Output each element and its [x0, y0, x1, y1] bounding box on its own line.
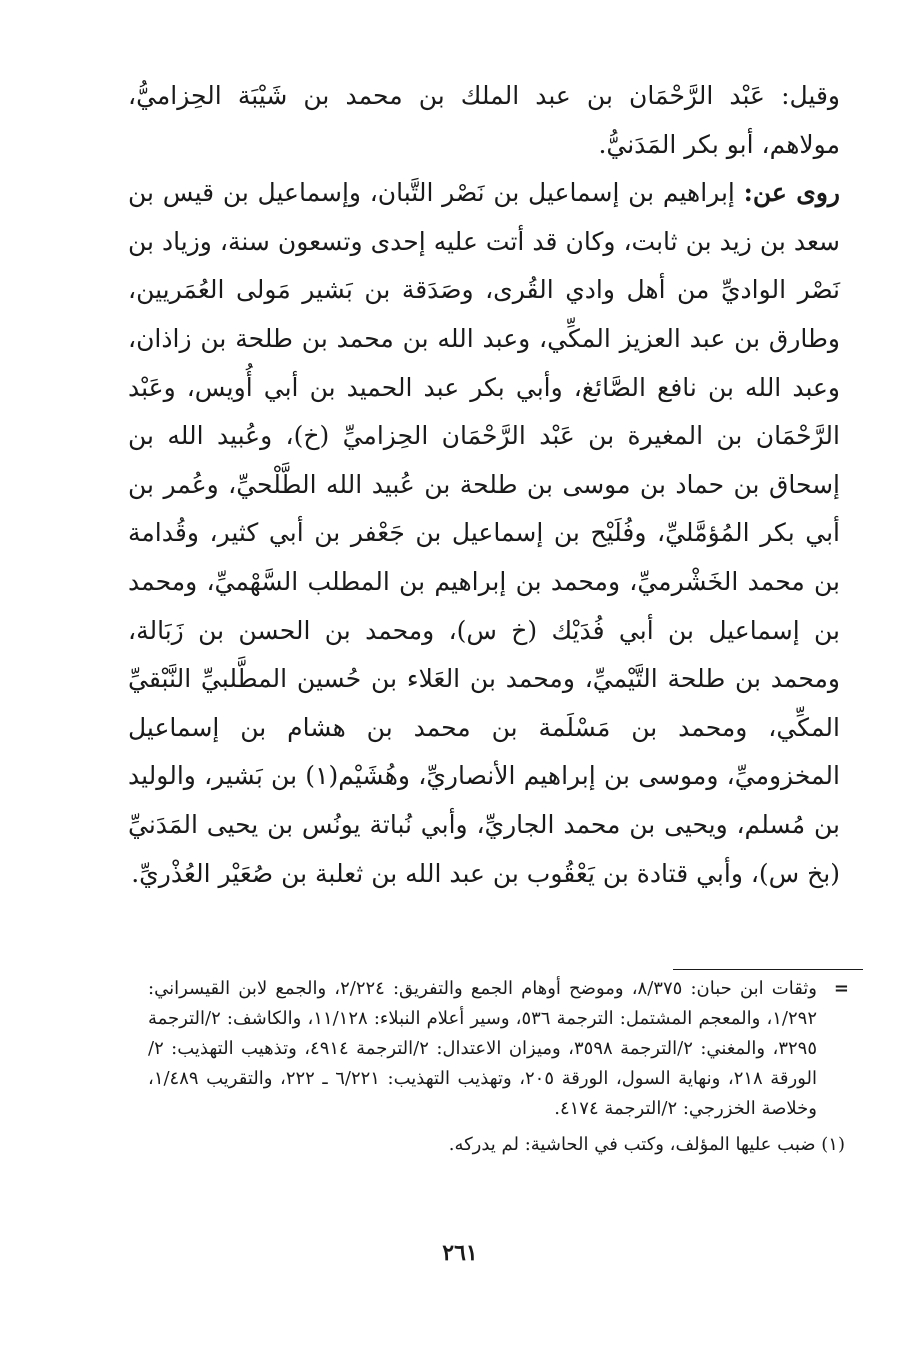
footnote-1: (١) ضبب عليها المؤلف، وكتب في الحاشية: لم يدركه. [448, 1134, 845, 1155]
footnote-continuation [148, 974, 849, 1124]
continuation-mark: = [833, 978, 849, 999]
page-number: ٢٦١ [442, 1240, 478, 1266]
paragraph-alternate-name: وقيل: عَبْد الرَّحْمَان بن عبد الملك بن محمد بن شَيْبَة الحِزاميُّ، مولاهم، أبو بكر المَدَنيُّ. [128, 81, 840, 159]
narrated-from-heading: روى عن: [743, 178, 841, 208]
footnote-continuation-text: وثقات ابن حبان: ٨/٣٧٥، وموضح أوهام الجمع والتفريق: ٢/٢٢٤، والجمع لابن القيسراني: ١/٢٩٢، والمعجم المشتمل: الترجمة ٥٣٦، وسير أعلام النبلاء: ١١/١٢٨، والكاشف: ٢/الترجمة ٣٢٩٥، والمغني: ٢/الترجمة ٣٥٩٨، وميزان الاعتدال: ٢/الترجمة ٤٩١٤، وتذهيب التهذيب: ٢/الورقة ٢١٨، ونهاية السول، الورقة ٢٠٥، وتهذيب التهذيب: ٦/٢٢١ ـ ٢٢٢، والتقريب ١/٤٨٩، وخلاصة الخزرجي: ٢/الترجمة ٤١٧٤. [148, 978, 818, 1119]
main-text [128, 72, 840, 898]
paragraph-narrated-from [128, 169, 840, 898]
narrated-from-text: إبراهيم بن إسماعيل بن نَصْر التَّبان، وإسماعيل بن قيس بن سعد بن زيد بن ثابت، وكان قد أتت عليه إحدى وتسعون سنة، وزياد بن نَصْر الواديِّ من أهل وادي القُرى، وصَدَقة بن بَشير مَولى العُمَريين، وطارق بن عبد العزيز المكِّي، وعبد الله بن محمد بن طلحة بن زاذان، وعبد الله بن نافع الصَّائغ، وأبي بكر عبد الحميد بن أبي أُويس، وعَبْد الرَّحْمَان بن المغيرة بن عَبْد الرَّحْمَان الحِزاميِّ (خ)، وعُبيد الله بن إسحاق بن حماد بن موسى بن طلحة بن عُبيد الله الطَّلْحيِّ، وعُمر بن أبي بكر المُؤمَّليِّ، وفُلَيْح بن إسماعيل بن جَعْفر بن أبي كثير، وقُدامة بن محمد الخَشْرميِّ، ومحمد بن إبراهيم بن المطلب السَّهْميِّ، ومحمد بن إسماعيل بن أبي فُدَيْك (خ س)، ومحمد بن الحسن بن زَبَالة، ومحمد بن طلحة التَّيْميِّ، ومحمد بن العَلاء بن حُسين المطَّلبيِّ النَّبْقيِّ المكِّي، ومحمد بن مَسْلَمة بن محمد بن هشام بن إسماعيل المخزوميِّ، وموسى بن إبراهيم الأنصاريِّ، وهُشَيْم(١) بن بَشير، والوليد بن مُسلم، ويحيى بن محمد الجاريِّ، وأبي نُباتة يونُس بن يحيى المَدَنيِّ (بخ س)، وأبي قتادة بن يَعْقُوب بن عبد الله بن ثعلبة بن صُعَيْر العُذْريِّ. [128, 178, 840, 888]
footnotes [148, 974, 849, 1160]
footnote-separator [673, 969, 863, 970]
